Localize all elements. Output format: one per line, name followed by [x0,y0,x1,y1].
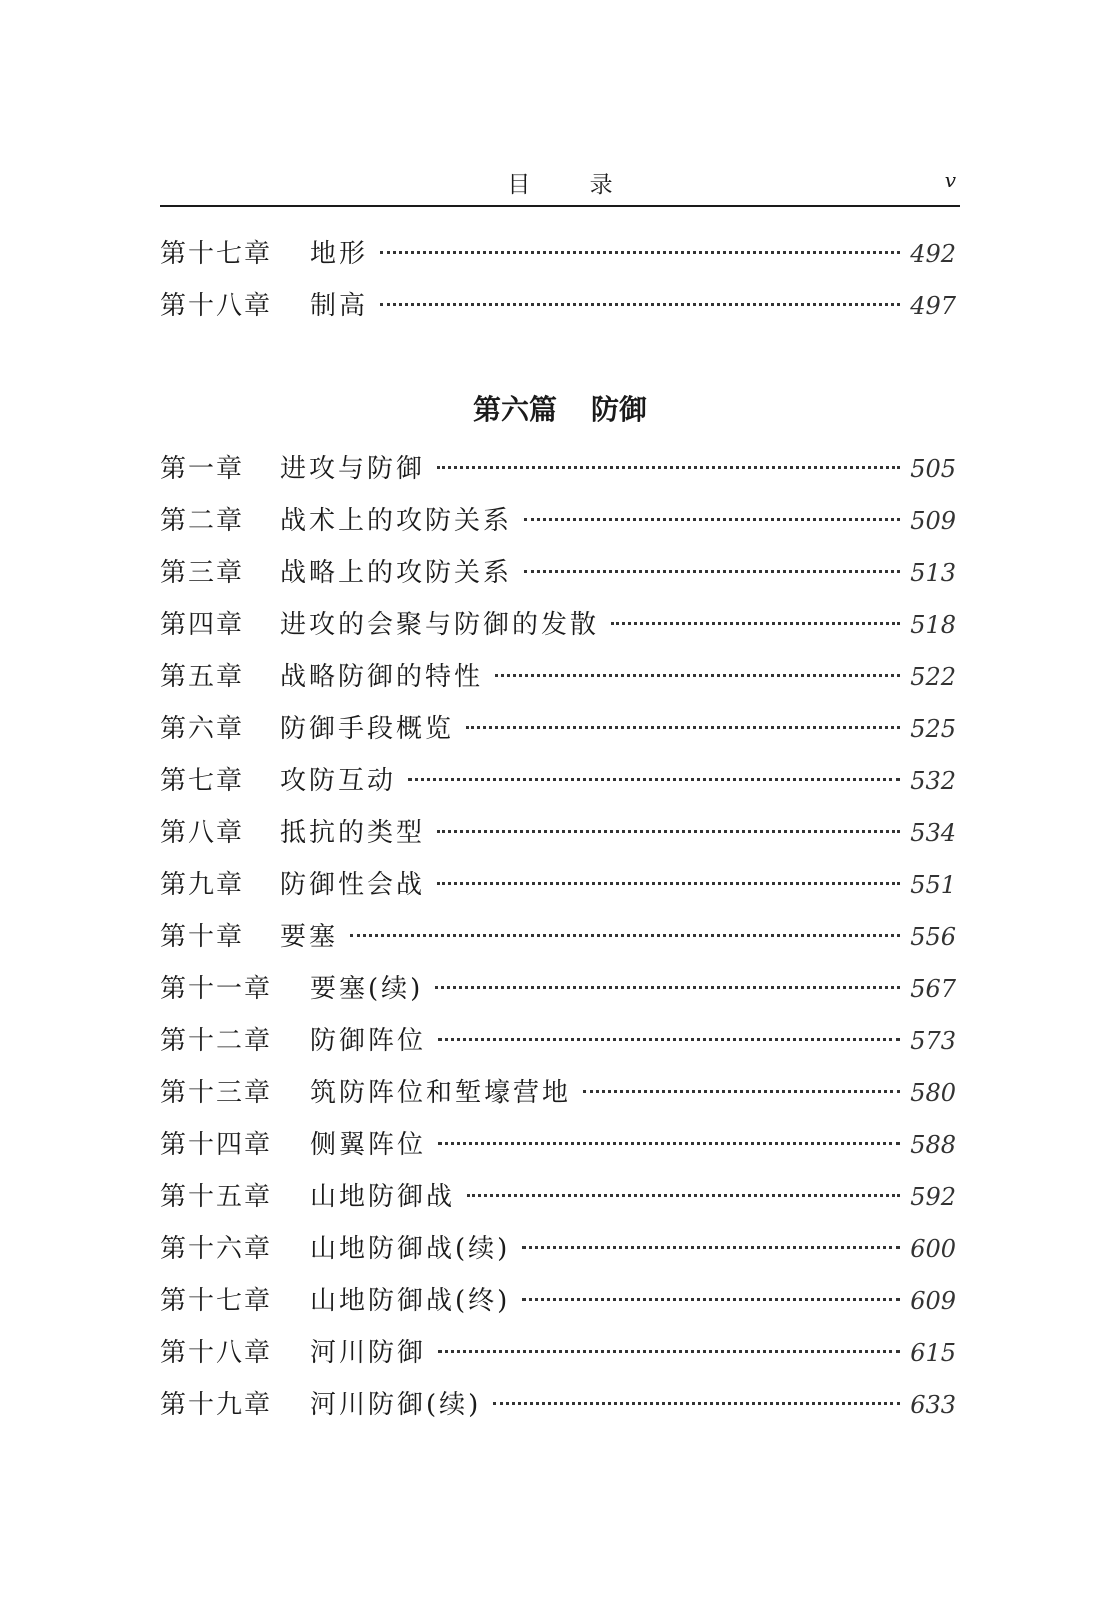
section-heading [160,388,960,428]
dot-leader [380,251,900,254]
chapter-title: 战术上的攻防关系 [280,506,513,536]
toc-entry[interactable] [160,1015,956,1067]
page-number: 600 [910,1235,956,1263]
dot-leader [495,674,900,677]
running-page-number: v [944,168,956,192]
chapter-number: 第九章 [160,870,245,900]
running-title: 目 录 [507,172,639,198]
chapter-number: 第一章 [160,454,245,484]
chapter-title: 战略防御的特性 [280,662,484,692]
dot-leader [524,518,900,521]
chapter-title: 山地防御战(终) [310,1286,511,1316]
toc-entry[interactable] [160,859,956,911]
page-number: 609 [910,1287,956,1315]
chapter-number: 第十七章 [160,239,273,269]
toc-entry[interactable] [160,963,956,1015]
chapter-title: 要塞 [280,922,339,952]
chapter-title: 防御手段概览 [280,714,455,744]
chapter-number: 第六章 [160,714,245,744]
page-number: 580 [910,1079,956,1107]
chapter-title: 河川防御 [310,1338,427,1368]
page-number: 633 [910,1391,956,1419]
dot-leader [435,986,900,989]
page-number: 505 [910,455,956,483]
dot-leader [493,1402,900,1405]
toc-entry[interactable] [160,911,956,963]
toc-entry[interactable] [160,443,956,495]
toc-entry[interactable] [160,547,956,599]
page-number: 509 [910,507,956,535]
chapter-number: 第十五章 [160,1182,273,1212]
dot-leader [466,726,900,729]
dot-leader [522,1246,900,1249]
dot-leader [611,622,900,625]
page-number: 534 [910,819,956,847]
chapter-title: 筑防阵位和堑壕营地 [310,1078,572,1108]
dot-leader [438,1142,900,1145]
toc-entry[interactable] [160,1223,956,1275]
page-number: 518 [910,611,956,639]
dot-leader [438,1350,900,1353]
chapter-number: 第十章 [160,922,245,952]
dot-leader [380,303,900,306]
section-title: 防御 [591,393,648,426]
page-number: 551 [910,871,956,899]
chapter-title: 进攻的会聚与防御的发散 [280,610,600,640]
page-number: 567 [910,975,956,1003]
section-number: 第六篇 [472,393,557,426]
page-number: 525 [910,715,956,743]
chapter-number: 第五章 [160,662,245,692]
toc-entry[interactable] [160,228,956,280]
toc-entry[interactable] [160,755,956,807]
chapter-title: 侧翼阵位 [310,1130,427,1160]
dot-leader [350,934,900,937]
dot-leader [438,1038,900,1041]
chapter-title: 战略上的攻防关系 [280,558,513,588]
page-number: 573 [910,1027,956,1055]
dot-leader [522,1298,900,1301]
chapter-number: 第四章 [160,610,245,640]
chapter-title: 进攻与防御 [280,454,426,484]
dot-leader [408,778,900,781]
page-number: 592 [910,1183,956,1211]
toc-entry[interactable] [160,703,956,755]
chapter-title: 山地防御战 [310,1182,456,1212]
toc-entry[interactable] [160,1275,956,1327]
dot-leader [437,882,900,885]
page-number: 522 [910,663,956,691]
toc-entry[interactable] [160,280,956,332]
page-number: 513 [910,559,956,587]
chapter-number: 第八章 [160,818,245,848]
header-rule [160,205,960,207]
chapter-number: 第十二章 [160,1026,273,1056]
toc-entry[interactable] [160,599,956,651]
toc-list-previous-section [160,228,956,332]
chapter-number: 第十八章 [160,291,273,321]
page-number: 492 [910,240,956,268]
chapter-number: 第十六章 [160,1234,273,1264]
page-number: 532 [910,767,956,795]
toc-entry[interactable] [160,1119,956,1171]
chapter-number: 第十四章 [160,1130,273,1160]
dot-leader [467,1194,900,1197]
toc-entry[interactable] [160,1171,956,1223]
toc-entry[interactable] [160,651,956,703]
chapter-title: 攻防互动 [280,766,397,796]
chapter-title: 河川防御(续) [310,1390,482,1420]
chapter-title: 制高 [310,291,369,321]
chapter-number: 第十八章 [160,1338,273,1368]
chapter-number: 第十一章 [160,974,273,1004]
page-number: 615 [910,1339,956,1367]
toc-entry[interactable] [160,495,956,547]
toc-entry[interactable] [160,1379,956,1431]
chapter-number: 第十三章 [160,1078,273,1108]
chapter-title: 要塞(续) [310,974,424,1004]
chapter-number: 第七章 [160,766,245,796]
toc-list-section-six [160,443,956,1431]
running-head [160,162,960,198]
toc-entry[interactable] [160,807,956,859]
chapter-title: 防御阵位 [310,1026,427,1056]
dot-leader [437,466,900,469]
toc-entry[interactable] [160,1327,956,1379]
chapter-title: 防御性会战 [280,870,426,900]
chapter-number: 第十九章 [160,1390,273,1420]
chapter-title: 抵抗的类型 [280,818,426,848]
dot-leader [524,570,900,573]
page-number: 588 [910,1131,956,1159]
chapter-number: 第十七章 [160,1286,273,1316]
page-number: 497 [910,292,956,320]
dot-leader [437,830,900,833]
toc-entry[interactable] [160,1067,956,1119]
page-number: 556 [910,923,956,951]
chapter-number: 第三章 [160,558,245,588]
chapter-number: 第二章 [160,506,245,536]
chapter-title: 地形 [310,239,369,269]
dot-leader [583,1090,900,1093]
chapter-title: 山地防御战(续) [310,1234,511,1264]
